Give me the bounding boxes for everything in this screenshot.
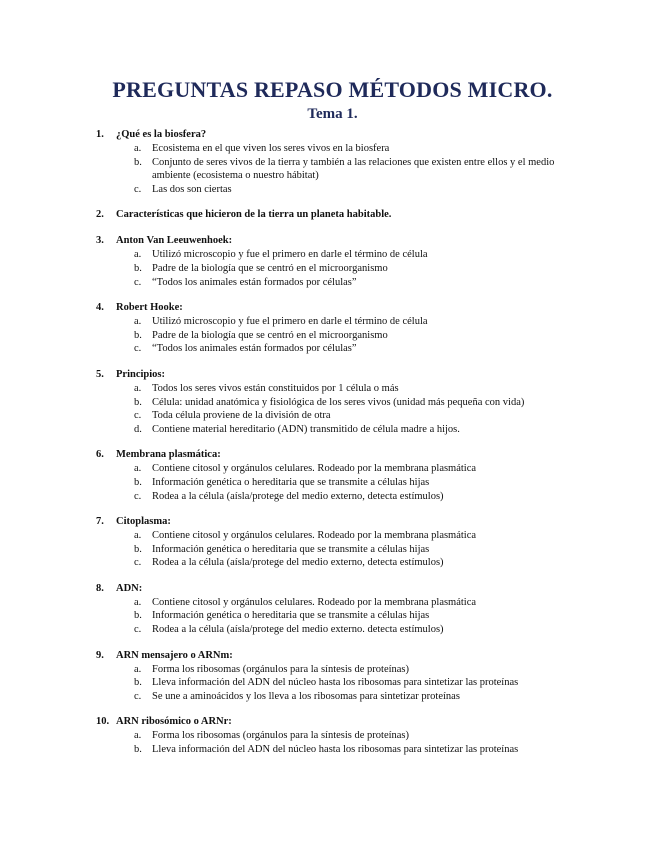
page-subtitle: Tema 1. — [307, 106, 358, 122]
option-list — [96, 315, 577, 356]
question-item — [96, 582, 577, 637]
question-number: 5. — [96, 368, 104, 380]
question-number: 9. — [96, 649, 104, 661]
option-item — [96, 142, 577, 156]
option-letter: b. — [134, 677, 142, 689]
option-text: Célula: unidad anatómica y fisiológica de los seres vivos (unidad más pequeña con vida) — [152, 396, 525, 408]
option-text: Información genética o hereditaria que se transmite a células hijas — [152, 610, 430, 622]
option-item — [96, 396, 577, 410]
option-text: Rodea a la célula (aísla/protege del medio externo, detecta estímulos) — [152, 557, 444, 569]
option-letter: b. — [134, 262, 142, 274]
question-heading — [96, 208, 577, 222]
option-text: Rodea a la célula (aísla/protege del medio externo, detecta estímulos) — [152, 490, 444, 502]
option-text: Ecosistema en el que viven los seres vivos en la biosfera — [152, 143, 390, 154]
option-item — [96, 623, 577, 637]
question-text: Principios: — [116, 368, 165, 380]
option-item — [96, 276, 577, 290]
question-heading — [96, 368, 577, 382]
question-heading — [96, 515, 577, 529]
option-item — [96, 342, 577, 356]
option-letter: c. — [134, 343, 142, 355]
question-heading — [96, 128, 577, 142]
question-text: ARN ribosómico o ARNr: — [116, 716, 232, 728]
option-item — [96, 556, 577, 570]
option-item — [96, 729, 577, 743]
option-text: Las dos son ciertas — [152, 183, 232, 195]
option-text: Se une a aminoácidos y los lleva a los ribosomas para sintetizar proteínas — [152, 690, 460, 702]
option-item — [96, 690, 577, 704]
option-list — [96, 529, 577, 570]
question-item — [96, 649, 577, 704]
question-text: ARN mensajero o ARNm: — [116, 649, 233, 661]
question-text: ¿Qué es la biosfera? — [116, 129, 207, 140]
question-item — [96, 515, 577, 570]
option-item — [96, 543, 577, 557]
option-text: Lleva información del ADN del núcleo hasta los ribosomas para sintetizar las proteínas — [152, 744, 519, 756]
question-heading — [96, 301, 577, 315]
option-letter: a. — [134, 730, 142, 742]
question-item — [96, 208, 577, 222]
option-text: Toda célula proviene de la división de otra — [152, 410, 331, 422]
option-item — [96, 156, 577, 183]
option-text: Rodea a la célula (aísla/protege del medio externo. detecta estímulos) — [152, 624, 444, 636]
option-text: Conjunto de seres vivos de la tierra y también a las relaciones que existen entre ellos y el medio ambiente (ecosistema o nuestro hábitat) — [152, 156, 555, 182]
question-heading — [96, 582, 577, 596]
option-letter: b. — [134, 396, 142, 408]
option-item — [96, 609, 577, 623]
question-heading — [96, 234, 577, 248]
option-letter: b. — [134, 476, 142, 488]
option-text: Todos los seres vivos están constituidos por 1 célula o más — [152, 382, 399, 394]
question-number: 1. — [96, 129, 104, 140]
option-letter: c. — [134, 276, 142, 288]
option-letter: a. — [134, 530, 142, 542]
option-list — [96, 382, 577, 436]
option-letter: a. — [134, 316, 142, 328]
option-list — [96, 729, 577, 756]
question-text: ADN: — [116, 582, 143, 594]
option-text: “Todos los animales están formados por células” — [152, 343, 357, 355]
option-item — [96, 676, 577, 690]
option-list — [96, 596, 577, 637]
question-heading — [96, 649, 577, 663]
question-text: Anton Van Leeuwenhoek: — [116, 235, 233, 247]
option-text: Información genética o hereditaria que se transmite a células hijas — [152, 543, 430, 555]
option-text: Contiene citosol y orgánulos celulares. Rodeado por la membrana plasmática — [152, 463, 477, 475]
option-letter: b. — [134, 610, 142, 622]
question-item — [96, 448, 577, 503]
question-item — [96, 234, 577, 289]
option-letter: a. — [134, 382, 142, 394]
option-letter: a. — [134, 463, 142, 475]
option-item — [96, 663, 577, 677]
option-letter: a. — [134, 249, 142, 261]
option-item — [96, 183, 577, 197]
option-text: “Todos los animales están formados por células” — [152, 276, 357, 288]
option-letter: b. — [134, 744, 142, 756]
option-letter: c. — [134, 557, 142, 569]
option-letter: c. — [134, 490, 142, 502]
option-text: Contiene material hereditario (ADN) transmitido de célula madre a hijos. — [152, 423, 460, 435]
option-letter: a. — [134, 596, 142, 608]
option-text: Lleva información del ADN del núcleo hasta los ribosomas para sintetizar las proteínas — [152, 677, 519, 689]
option-letter: b. — [134, 156, 142, 168]
option-text: Forma los ribosomas (orgánulos para la síntesis de proteínas) — [152, 663, 410, 675]
option-letter: c. — [134, 624, 142, 636]
option-item — [96, 423, 577, 437]
option-text: Forma los ribosomas (orgánulos para la síntesis de proteínas) — [152, 730, 410, 742]
question-number: 3. — [96, 235, 104, 247]
option-letter: b. — [134, 543, 142, 555]
option-letter: c. — [134, 690, 142, 702]
question-text: Características que hicieron de la tierra un planeta habitable. — [116, 209, 392, 221]
question-number: 4. — [96, 302, 104, 314]
option-item — [96, 596, 577, 610]
option-list — [96, 462, 577, 503]
question-number: 2. — [96, 209, 104, 221]
question-list — [96, 128, 577, 757]
option-list — [96, 663, 577, 704]
question-number: 6. — [96, 449, 104, 461]
question-item — [96, 301, 577, 356]
question-number: 10. — [96, 716, 110, 728]
question-number: 7. — [96, 516, 104, 528]
question-item — [96, 368, 577, 436]
question-number: 8. — [96, 582, 104, 594]
question-text: Membrana plasmática: — [116, 449, 221, 461]
question-heading — [96, 715, 577, 729]
option-item — [96, 329, 577, 343]
option-letter: c. — [134, 410, 142, 422]
option-text: Utilizó microscopio y fue el primero en darle el término de célula — [152, 316, 428, 328]
option-item — [96, 262, 577, 276]
option-text: Padre de la biología que se centró en el microorganismo — [152, 262, 388, 274]
question-text: Robert Hooke: — [116, 302, 183, 314]
option-item — [96, 490, 577, 504]
page-title: PREGUNTAS REPASO MÉTODOS MICRO. — [112, 77, 553, 102]
option-text: Contiene citosol y orgánulos celulares. Rodeado por la membrana plasmática — [152, 596, 477, 608]
option-letter: a. — [134, 143, 142, 154]
option-list — [96, 142, 577, 196]
option-item — [96, 462, 577, 476]
option-item — [96, 248, 577, 262]
question-item — [96, 128, 577, 196]
question-text: Citoplasma: — [116, 516, 171, 528]
option-text: Padre de la biología que se centró en el microorganismo — [152, 329, 388, 341]
option-text: Contiene citosol y orgánulos celulares. Rodeado por la membrana plasmática — [152, 530, 477, 542]
option-letter: a. — [134, 663, 142, 675]
option-letter: d. — [134, 423, 142, 435]
option-item — [96, 529, 577, 543]
option-list — [96, 248, 577, 289]
option-letter: b. — [134, 329, 142, 341]
question-heading — [96, 448, 577, 462]
option-item — [96, 315, 577, 329]
option-item — [96, 409, 577, 423]
option-letter: c. — [134, 183, 142, 195]
option-text: Información genética o hereditaria que se transmite a células hijas — [152, 476, 430, 488]
option-item — [96, 382, 577, 396]
option-item — [96, 476, 577, 490]
option-text: Utilizó microscopio y fue el primero en darle el término de célula — [152, 249, 428, 261]
option-item — [96, 743, 577, 757]
question-item — [96, 715, 577, 756]
